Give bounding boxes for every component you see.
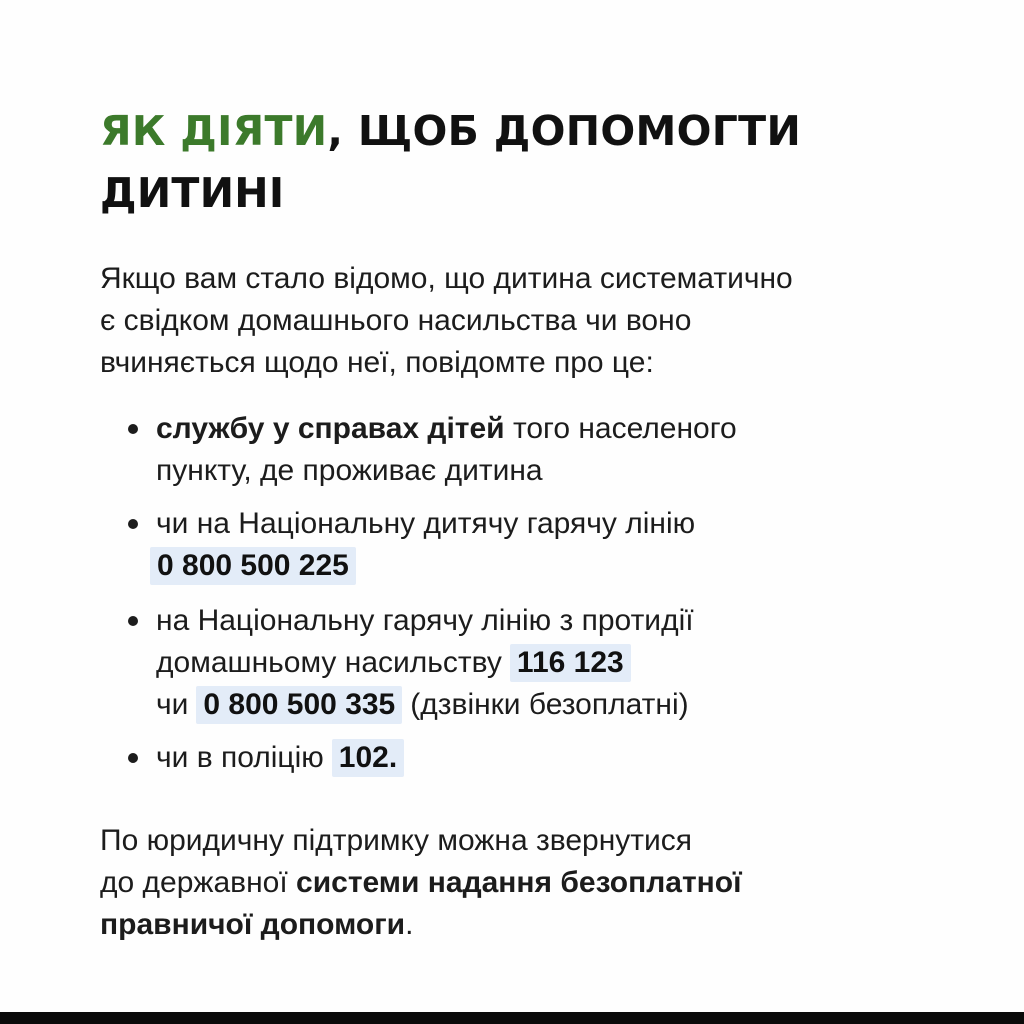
bottom-divider [0,1012,1024,1024]
violence-hotline-phone[interactable]: 0 800 500 335 [196,686,402,724]
title-rest-line2: ДИТИНІ [100,169,285,217]
list-item-child-services [100,408,960,492]
free-calls-note: (дзвінки безоплатні) [410,688,689,721]
title-rest-line1: , ЩОБ ДОПОМОГТИ [327,107,802,155]
bullet-icon [128,424,138,434]
child-services-text-line2: пункту, де проживає дитина [156,454,543,487]
list-item-violence-hotline [100,600,960,726]
legal-aid-system-name-part2: правничої допомоги [100,908,406,941]
page-title [100,100,960,224]
child-hotline-phone[interactable]: 0 800 500 225 [150,547,356,585]
violence-hotline-line1: на Національну гарячу лінію з протидії [156,604,694,637]
bullet-icon [128,519,138,529]
child-hotline-text: чи на Національну дитячу гарячу лінію [156,507,696,540]
child-services-text-line1: того населеного [504,412,737,445]
legal-aid-period: . [405,908,414,941]
police-phone[interactable]: 102. [332,739,404,777]
legal-aid-system-name-part1: системи надання безоплатної [296,866,742,899]
legal-aid-line1: По юридичну підтримку можна звернутися [100,824,693,857]
intro-line3: вчиняється щодо неї, повідомте про це: [100,346,654,379]
list-item-police [100,737,960,779]
intro-line2: є свідком домашнього насильства чи воно [100,304,692,337]
intro-line1: Якщо вам стало відомо, що дитина систематично [100,262,793,295]
police-text: чи в поліцію [156,741,324,774]
legal-aid-line2-plain: до державної [100,866,297,899]
contact-list [100,408,960,779]
violence-hotline-or: чи [156,688,189,721]
legal-aid-paragraph [100,820,960,946]
bullet-icon [128,616,138,626]
bullet-icon [128,753,138,763]
child-services-label: службу у справах дітей [156,412,505,445]
intro-paragraph [100,258,960,384]
violence-hotline-line2: домашньому насильству [156,646,502,679]
violence-hotline-short-phone[interactable]: 116 123 [510,644,631,682]
title-accent: ЯК ДІЯТИ [100,107,328,155]
list-item-child-hotline [100,503,960,587]
